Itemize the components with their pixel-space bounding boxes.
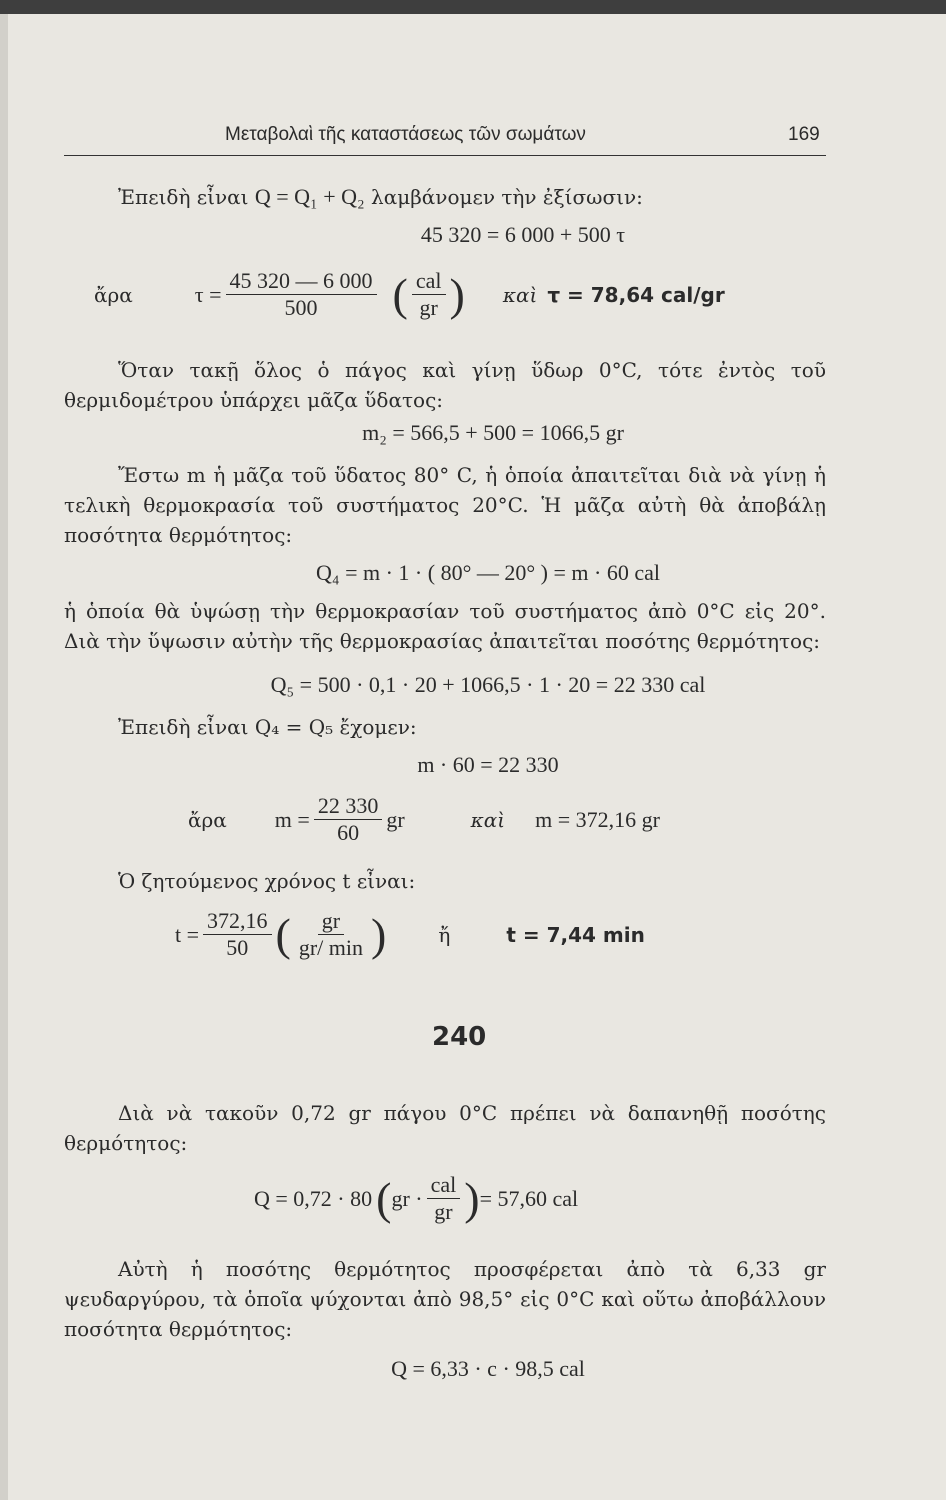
unit-gr-dot: gr · xyxy=(391,1185,423,1211)
tau-result: τ = 78,64 cal/gr xyxy=(547,282,725,307)
paren-open-2: ( xyxy=(275,908,291,960)
tau-label: τ = xyxy=(194,281,222,307)
fraction-t-unit-numerator: gr xyxy=(318,908,344,935)
unit-gr-2: gr xyxy=(386,806,405,832)
equation-m60: m · 60 = 22 330 xyxy=(417,752,559,777)
t-result: t = 7,44 min xyxy=(506,922,645,947)
fraction-cal-gr xyxy=(427,1172,461,1225)
fraction-tau xyxy=(226,268,377,321)
word-ara-2: ἄρα xyxy=(188,807,227,832)
equation-m2: m₂ = 566,5 + 500 = 1066,5 gr xyxy=(362,420,624,445)
paren-open-3: ( xyxy=(376,1172,392,1224)
word-kai: καὶ xyxy=(502,282,538,307)
equation-q5: Q₅ = 500 · 0,1 · 20 + 1066,5 · 1 · 20 = 22 330 cal xyxy=(270,672,706,697)
fraction-tau-denominator: 500 xyxy=(284,295,318,320)
scan-top-edge xyxy=(0,0,946,14)
fraction-cal: cal xyxy=(427,1172,461,1199)
paren-open: ( xyxy=(392,268,408,320)
fraction-t xyxy=(203,908,272,961)
section-number: 240 xyxy=(432,1022,487,1052)
word-kai-2: καὶ xyxy=(470,807,506,832)
m-label: m = xyxy=(274,806,310,832)
paren-close-2: ) xyxy=(371,908,387,960)
fraction-tau-numerator: 45 320 — 6 000 xyxy=(226,268,377,295)
equation-m-fraction xyxy=(188,793,660,846)
equation-t xyxy=(175,908,645,961)
paragraph-ypsosi: ἡ ὁποία θὰ ὑψώσῃ τὴν θερμοκρασίαν τοῦ συστήματος ἀπὸ 0°C εἰς 20°. Διὰ τὴν ὕψωσιν αὐτὴν τῆς θερμοκρασίας ἀπαιτεῖται ποσότης θερμότητος: xyxy=(64,599,826,653)
fraction-t-denominator: 50 xyxy=(226,935,249,960)
text-epeidi: Ἐπειδὴ εἶναι xyxy=(118,185,249,209)
fraction-unit xyxy=(412,268,446,321)
paragraph-takoun: Διὰ νὰ τακοῦν 0,72 gr πάγου 0°C πρέπει νὰ δαπανηθῇ ποσότης θερμότητος: xyxy=(64,1101,826,1155)
equation-q-072 xyxy=(254,1172,578,1225)
fraction-m-numerator: 22 330 xyxy=(314,793,383,820)
paragraph-epeidi xyxy=(64,182,826,212)
header-rule xyxy=(64,155,826,156)
unit-gr: gr xyxy=(419,295,438,320)
t-label: t = xyxy=(175,921,200,947)
paren-close: ) xyxy=(449,268,465,320)
equation-45320: 45 320 = 6 000 + 500 τ xyxy=(420,222,626,247)
fraction-t-numerator: 372,16 xyxy=(203,908,272,935)
paragraph-afti: Αὐτὴ ἡ ποσότης θερμότητος προσφέρεται ἀπὸ τὰ 6,33 gr ψευδαργύρου, τὰ ὁποῖα ψύχονται ἀπὸ 98,5° εἰς 0°C καὶ οὕτω ἀποβάλλουν ποσότητα θερμότητος: xyxy=(64,1257,826,1341)
page-number: 169 xyxy=(788,124,820,145)
equation-q4: Q₄ = m · 1 · ( 80° — 20° ) = m · 60 cal xyxy=(316,560,660,585)
fraction-m xyxy=(314,793,383,846)
running-title: Μεταβολαὶ τῆς καταστάσεως τῶν σωμάτων xyxy=(225,124,586,145)
fraction-gr: gr xyxy=(434,1199,453,1224)
equation-q-633: Q = 6,33 · c · 98,5 cal xyxy=(391,1356,585,1381)
equation-q-sum: Q = Q₁ + Q₂ xyxy=(254,184,365,209)
equation-tau xyxy=(94,268,725,321)
fraction-t-unit xyxy=(295,908,367,961)
paren-close-3: ) xyxy=(464,1172,480,1224)
fraction-t-unit-denominator: gr/ min xyxy=(298,935,364,960)
paragraph-otan: Ὅταν τακῇ ὅλος ὁ πάγος καὶ γίνῃ ὕδωρ 0°C, τότε ἐντὸς τοῦ θερμιδομέτρου ὑπάρχει μᾶζα ὕδατος: xyxy=(64,358,826,412)
paragraph-zitoumenos: Ὁ ζητούμενος χρόνος t εἶναι: xyxy=(118,869,416,893)
paragraph-estw: Ἔστω m ἡ μᾶζα τοῦ ὕδατος 80° C, ἡ ὁποία ἀπαιτεῖται διὰ νὰ γίνῃ ἡ τελικὴ θερμοκρασία τοῦ συστήματος 20°C. Ἡ μᾶζα αὐτὴ θὰ ἀποβάλῃ ποσότητα θερμότητος: xyxy=(64,463,826,547)
paragraph-epeidi-q4-q5: Ἐπειδὴ εἶναι Q₄ = Q₅ ἔχομεν: xyxy=(118,715,417,739)
word-i: ἤ xyxy=(438,922,451,947)
equation-q-072-left: Q = 0,72 · 80 xyxy=(254,1185,373,1211)
fraction-m-denominator: 60 xyxy=(337,820,360,845)
unit-cal: cal xyxy=(412,268,446,295)
equation-q-072-right: = 57,60 cal xyxy=(479,1185,579,1211)
m-result: m = 372,16 gr xyxy=(535,806,660,832)
word-ara: ἄρα xyxy=(94,282,133,307)
text-lamvanomen: λαμβάνομεν τὴν ἐξίσωσιν: xyxy=(371,185,643,209)
